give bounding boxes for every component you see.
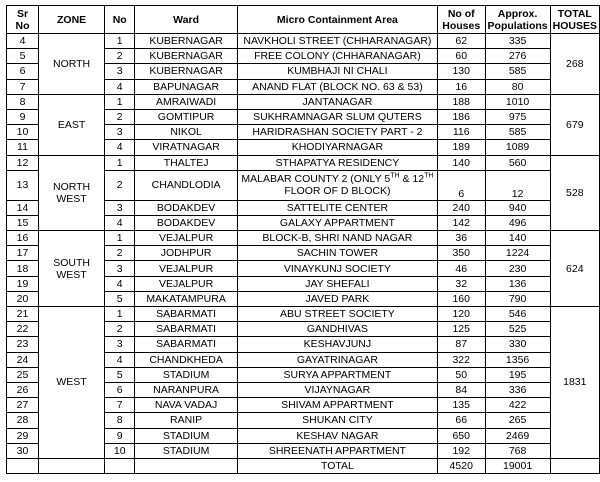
ward-cell: BAPUNAGAR	[135, 79, 238, 94]
population-cell: 422	[485, 398, 550, 413]
sr-no-cell: 25	[7, 367, 39, 382]
empty-cell	[7, 458, 39, 474]
zone-cell-south-west	[39, 231, 105, 307]
area-cell: KUMBHAJI NI CHALI	[237, 64, 437, 79]
no-cell: 2	[105, 49, 135, 64]
houses-cell: 120	[437, 307, 485, 322]
ward-cell: NAVA VADAJ	[135, 398, 238, 413]
area-cell: SHUKAN CITY	[237, 413, 437, 428]
ward-cell: THALTEJ	[135, 155, 238, 170]
houses-cell: 650	[437, 428, 485, 443]
area-cell: SUKHRAMNAGAR SLUM QUTERS	[237, 109, 437, 124]
population-cell: 2469	[485, 428, 550, 443]
ward-cell: BODAKDEV	[135, 200, 238, 215]
ward-cell: NARANPURA	[135, 382, 238, 397]
ward-cell: STADIUM	[135, 367, 238, 382]
houses-cell: 130	[437, 64, 485, 79]
sr-no-cell: 12	[7, 155, 39, 170]
no-cell: 2	[105, 170, 135, 200]
zone-name-line: WEST	[56, 192, 87, 205]
area-cell: SHREENATH APPARTMENT	[237, 443, 437, 458]
ward-cell: KUBERNAGAR	[135, 64, 238, 79]
ward-cell: JODHPUR	[135, 246, 238, 261]
sr-no-cell: 24	[7, 352, 39, 367]
superscript: TH	[390, 172, 400, 180]
no-cell: 7	[105, 398, 135, 413]
no-cell: 4	[105, 276, 135, 291]
population-cell: 335	[485, 34, 550, 49]
houses-cell: 192	[437, 443, 485, 458]
sr-no-cell: 4	[7, 34, 39, 49]
population-cell: 80	[485, 79, 550, 94]
no-cell: 4	[105, 79, 135, 94]
zone-cell-west: WEST	[39, 307, 105, 459]
ward-cell: KUBERNAGAR	[135, 34, 238, 49]
empty-cell	[105, 458, 135, 474]
header-no-of-houses: No of Houses	[437, 6, 485, 34]
population-cell: 140	[485, 231, 550, 246]
houses-cell: 62	[437, 34, 485, 49]
population-cell: 940	[485, 200, 550, 215]
no-cell: 1	[105, 34, 135, 49]
total-row	[7, 458, 600, 474]
ward-cell: VEJALPUR	[135, 231, 238, 246]
sr-no-cell: 17	[7, 246, 39, 261]
no-cell: 8	[105, 413, 135, 428]
population-cell: 1010	[485, 94, 550, 109]
ward-cell: SABARMATI	[135, 307, 238, 322]
houses-cell: 60	[437, 49, 485, 64]
sr-no-cell: 28	[7, 413, 39, 428]
header-no: No	[105, 6, 135, 34]
header-row	[7, 6, 600, 34]
population-cell: 330	[485, 337, 550, 352]
table-row	[7, 94, 600, 109]
ward-cell: SABARMATI	[135, 337, 238, 352]
area-cell: GANDHIVAS	[237, 322, 437, 337]
houses-cell: 46	[437, 261, 485, 276]
no-cell: 1	[105, 94, 135, 109]
area-cell: ABU STREET SOCIETY	[237, 307, 437, 322]
area-cell: SACHIN TOWER	[237, 246, 437, 261]
area-cell: KESHAV NAGAR	[237, 428, 437, 443]
no-cell: 2	[105, 322, 135, 337]
population-cell: 1224	[485, 246, 550, 261]
superscript: TH	[424, 172, 434, 180]
area-cell: SURYA APPARTMENT	[237, 367, 437, 382]
micro-containment-table	[6, 5, 600, 474]
houses-cell: 186	[437, 109, 485, 124]
header-approx-populations: Approx. Populations	[485, 6, 550, 34]
sr-no-cell: 20	[7, 291, 39, 306]
no-cell: 4	[105, 352, 135, 367]
houses-cell: 160	[437, 291, 485, 306]
houses-cell: 66	[437, 413, 485, 428]
population-cell: 276	[485, 49, 550, 64]
no-cell: 2	[105, 246, 135, 261]
sr-no-cell: 23	[7, 337, 39, 352]
sr-no-cell: 22	[7, 322, 39, 337]
table-row	[7, 307, 600, 322]
no-cell: 3	[105, 200, 135, 215]
houses-cell: 350	[437, 246, 485, 261]
area-text: FLOOR OF D BLOCK)	[284, 185, 391, 198]
header-sr-no: Sr No	[7, 6, 39, 34]
sr-no-cell: 14	[7, 200, 39, 215]
area-cell: ANAND FLAT (BLOCK NO. 63 & 53)	[237, 79, 437, 94]
zone-cell-north: NORTH	[39, 34, 105, 95]
area-cell: JAVED PARK	[237, 291, 437, 306]
houses-cell: 188	[437, 94, 485, 109]
table-row	[7, 155, 600, 170]
sr-no-cell: 30	[7, 443, 39, 458]
houses-cell: 87	[437, 337, 485, 352]
no-cell: 5	[105, 367, 135, 382]
zone-total-north: 268	[550, 34, 599, 95]
no-cell: 2	[105, 109, 135, 124]
sr-no-cell: 29	[7, 428, 39, 443]
ward-cell: CHANDKHEDA	[135, 352, 238, 367]
ward-cell: CHANDLODIA	[135, 170, 238, 200]
table-row	[7, 231, 600, 246]
houses-cell: 32	[437, 276, 485, 291]
population-cell: 195	[485, 367, 550, 382]
zone-name-line: SOUTH	[53, 256, 90, 269]
area-text: & 12	[399, 173, 425, 186]
population-cell: 790	[485, 291, 550, 306]
population-cell: 560	[485, 155, 550, 170]
zone-total-west: 1831	[550, 307, 599, 459]
sr-no-cell: 11	[7, 140, 39, 155]
population-cell: 768	[485, 443, 550, 458]
population-cell: 585	[485, 125, 550, 140]
total-population: 19001	[485, 458, 550, 474]
population-cell: 336	[485, 382, 550, 397]
ward-cell: VEJALPUR	[135, 276, 238, 291]
houses-cell: 16	[437, 79, 485, 94]
ward-cell: VEJALPUR	[135, 261, 238, 276]
population-cell: 585	[485, 64, 550, 79]
sr-no-cell: 18	[7, 261, 39, 276]
no-cell: 3	[105, 261, 135, 276]
total-label: TOTAL	[237, 458, 437, 474]
sr-no-cell: 10	[7, 125, 39, 140]
houses-cell: 84	[437, 382, 485, 397]
area-cell	[237, 170, 437, 200]
no-cell: 4	[105, 140, 135, 155]
ward-cell: STADIUM	[135, 443, 238, 458]
area-cell: FREE COLONY (CHHARANAGAR)	[237, 49, 437, 64]
no-cell: 6	[105, 382, 135, 397]
area-cell: STHAPATYA RESIDENCY	[237, 155, 437, 170]
sr-no-cell: 5	[7, 49, 39, 64]
sr-no-cell: 7	[7, 79, 39, 94]
no-cell: 10	[105, 443, 135, 458]
population-cell: 496	[485, 215, 550, 230]
population-cell: 546	[485, 307, 550, 322]
area-cell: NAVKHOLI STREET (CHHARANAGAR)	[237, 34, 437, 49]
population-cell: 525	[485, 322, 550, 337]
houses-cell: 36	[437, 231, 485, 246]
header-total-houses: TOTAL HOUSES	[550, 6, 599, 34]
no-cell: 4	[105, 215, 135, 230]
houses-cell: 135	[437, 398, 485, 413]
empty-cell	[550, 458, 599, 474]
empty-cell	[135, 458, 238, 474]
sr-no-cell: 8	[7, 94, 39, 109]
area-cell: BLOCK-B, SHRI NAND NAGAR	[237, 231, 437, 246]
sr-no-cell: 16	[7, 231, 39, 246]
area-cell: KESHAVJUNJ	[237, 337, 437, 352]
ward-cell: GOMTIPUR	[135, 109, 238, 124]
no-cell: 1	[105, 307, 135, 322]
empty-cell	[39, 458, 105, 474]
ward-cell: RANIP	[135, 413, 238, 428]
sr-no-cell: 15	[7, 215, 39, 230]
ward-cell: KUBERNAGAR	[135, 49, 238, 64]
population-cell: 1089	[485, 140, 550, 155]
area-text: MALABAR COUNTY 2 (ONLY 5	[241, 173, 391, 186]
population-cell: 265	[485, 413, 550, 428]
area-cell: SATTELITE CENTER	[237, 200, 437, 215]
houses-cell: 142	[437, 215, 485, 230]
area-cell: KHODIYARNAGAR	[237, 140, 437, 155]
no-cell: 1	[105, 155, 135, 170]
area-cell: GAYATRINAGAR	[237, 352, 437, 367]
area-cell: HARIDRASHAN SOCIETY PART - 2	[237, 125, 437, 140]
no-cell: 5	[105, 291, 135, 306]
ward-cell: MAKATAMPURA	[135, 291, 238, 306]
zone-cell-east: EAST	[39, 94, 105, 155]
zone-name-line: WEST	[56, 268, 87, 281]
houses-cell: 50	[437, 367, 485, 382]
sr-no-cell: 26	[7, 382, 39, 397]
population-cell: 975	[485, 109, 550, 124]
sr-no-cell: 6	[7, 64, 39, 79]
header-ward: Ward	[135, 6, 238, 34]
houses-cell: 240	[437, 200, 485, 215]
zone-cell-north-west	[39, 155, 105, 231]
zone-total-east: 679	[550, 94, 599, 155]
table-row	[7, 34, 600, 49]
area-cell: JAY SHEFALI	[237, 276, 437, 291]
area-cell: JANTANAGAR	[237, 94, 437, 109]
houses-cell: 322	[437, 352, 485, 367]
population-cell: 230	[485, 261, 550, 276]
header-micro-containment-area: Micro Containment Area	[237, 6, 437, 34]
sr-no-cell: 13	[7, 170, 39, 200]
zone-total-north-west: 528	[550, 155, 599, 231]
header-zone: ZONE	[39, 6, 105, 34]
population-cell: 12	[485, 170, 550, 200]
houses-cell: 189	[437, 140, 485, 155]
total-houses: 4520	[437, 458, 485, 474]
ward-cell: STADIUM	[135, 428, 238, 443]
no-cell: 3	[105, 64, 135, 79]
sr-no-cell: 19	[7, 276, 39, 291]
sr-no-cell: 27	[7, 398, 39, 413]
ward-cell: BODAKDEV	[135, 215, 238, 230]
area-cell: VIJAYNAGAR	[237, 382, 437, 397]
containment-table-wrapper	[6, 5, 600, 474]
ward-cell: SABARMATI	[135, 322, 238, 337]
houses-cell: 116	[437, 125, 485, 140]
zone-total-south-west: 624	[550, 231, 599, 307]
population-cell: 1356	[485, 352, 550, 367]
ward-cell: VIRATNAGAR	[135, 140, 238, 155]
houses-cell: 140	[437, 155, 485, 170]
houses-cell: 125	[437, 322, 485, 337]
area-cell: GALAXY APPARTMENT	[237, 215, 437, 230]
ward-cell: AMRAIWADI	[135, 94, 238, 109]
sr-no-cell: 21	[7, 307, 39, 322]
no-cell: 9	[105, 428, 135, 443]
population-cell: 136	[485, 276, 550, 291]
no-cell: 3	[105, 125, 135, 140]
area-cell: VINAYKUNJ SOCIETY	[237, 261, 437, 276]
houses-cell: 6	[437, 170, 485, 200]
zone-name-line: NORTH	[53, 180, 91, 193]
sr-no-cell: 9	[7, 109, 39, 124]
area-cell: SHIVAM APPARTMENT	[237, 398, 437, 413]
no-cell: 3	[105, 337, 135, 352]
no-cell: 1	[105, 231, 135, 246]
ward-cell: NIKOL	[135, 125, 238, 140]
